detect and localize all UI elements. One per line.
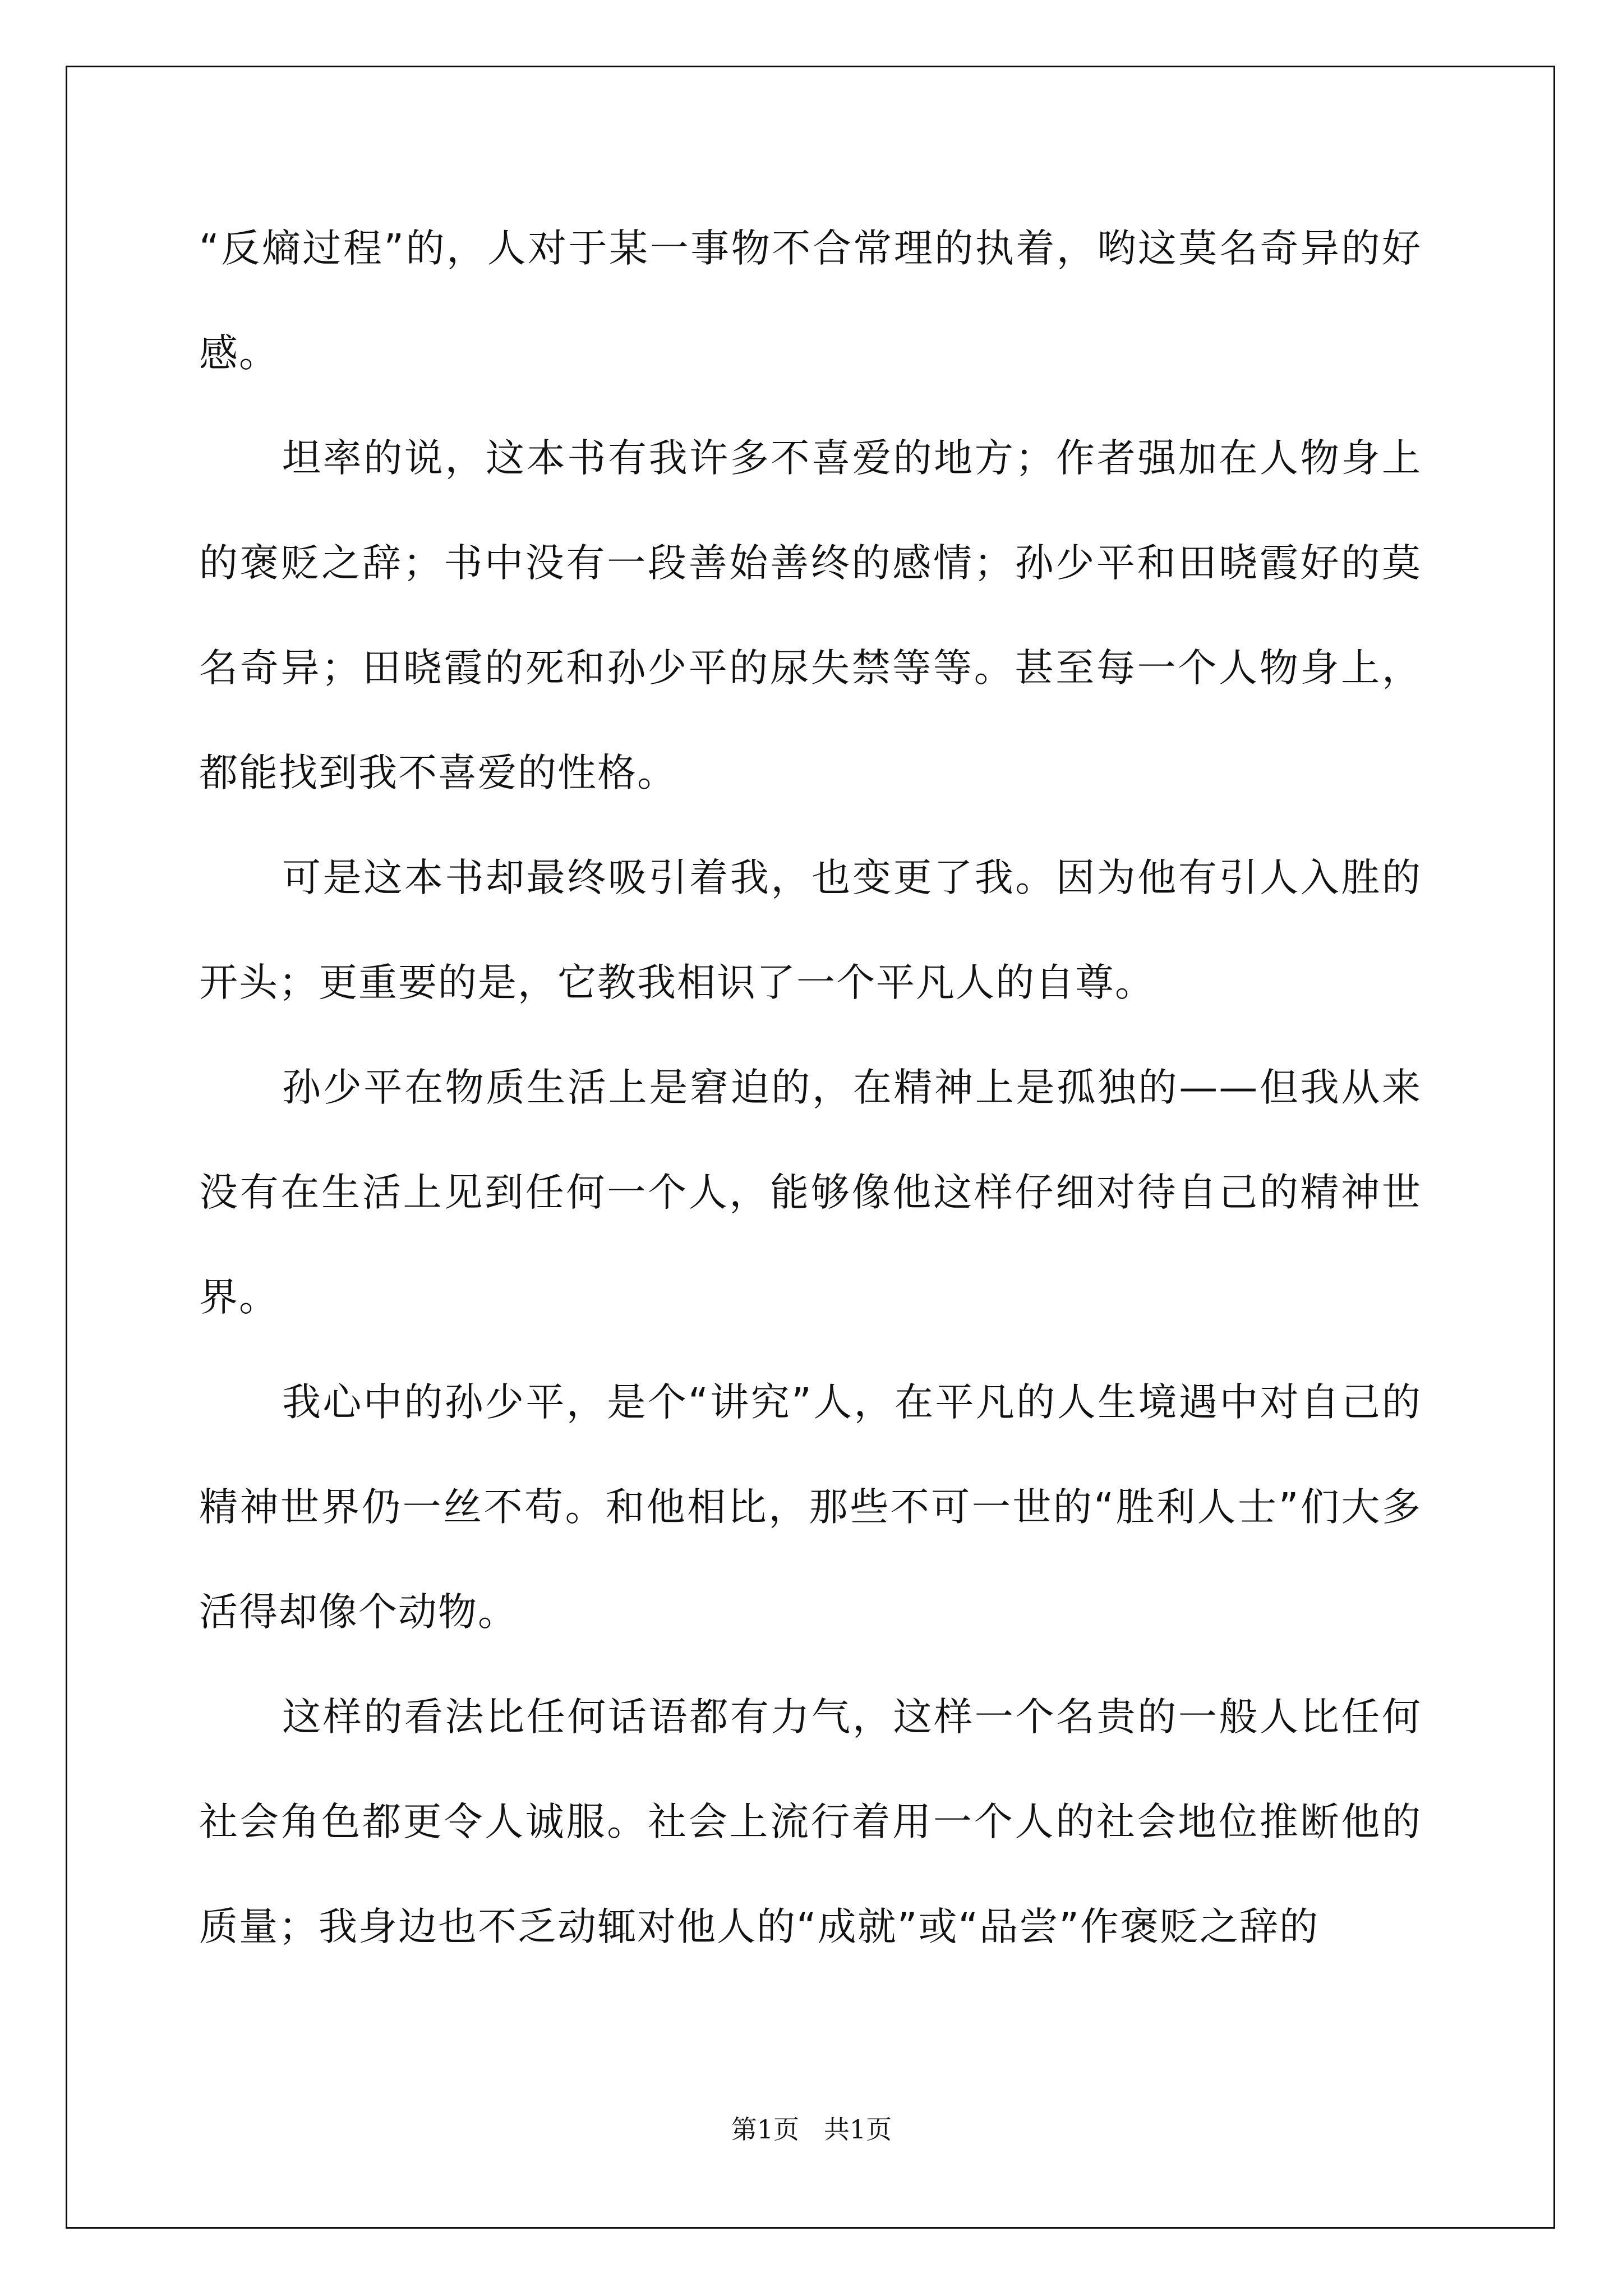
paragraph-3: 可是这本书却最终吸引着我，也变更了我。因为他有引人入胜的开头；更重要的是，它教我相识了一个平凡人的自尊。	[199, 855, 1422, 1005]
paragraph-2: 坦率的说，这本书有我许多不喜爱的地方；作者强加在人物身上的褒贬之辞；书中没有一段善始善终的感情；孙少平和田晓霞好的莫名奇异；田晓霞的死和孙少平的尿失禁等等。甚至每一个人物身上，都能找到我不喜爱的性格。	[199, 436, 1422, 795]
paragraph-6: 这样的看法比任何话语都有力气，这样一个名贵的一般人比任何社会角色都更令人诚服。社会上流行着用一个人的社会地位推断他的质量；我身边也不乏动辄对他人的“成就”或“品尝”作褒贬之辞的	[199, 1695, 1422, 1949]
paragraph-1: “反熵过程”的，人对于某一事物不合常理的执着，哟这莫名奇异的好感。	[199, 226, 1422, 376]
paragraph-4: 孙少平在物质生活上是窘迫的，在精神上是孤独的——但我从来没有在生活上见到任何一个人，能够像他这样仔细对待自己的精神世界。	[199, 1065, 1422, 1320]
page-number-footer: 第1页 共1页	[731, 2114, 892, 2145]
paragraph-5: 我心中的孙少平，是个“讲究”人，在平凡的人生境遇中对自己的精神世界仍一丝不苟。和他相比，那些不可一世的“胜利人士”们大多活得却像个动物。	[199, 1380, 1422, 1635]
document-body	[199, 196, 1422, 1980]
